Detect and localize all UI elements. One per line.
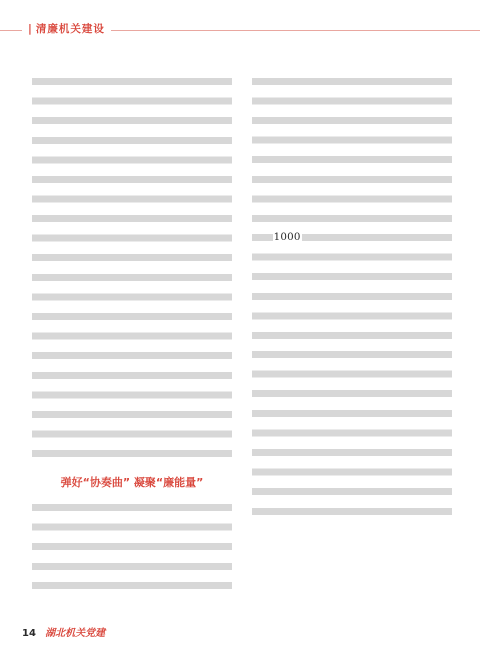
paragraph	[32, 498, 232, 576]
right-column	[252, 72, 452, 521]
paragraph	[252, 228, 452, 345]
left-column	[32, 72, 232, 596]
header-bar-mark: |	[28, 23, 33, 35]
page-footer	[22, 624, 105, 639]
section-header-text: 清廉机关建设	[35, 23, 105, 35]
paragraph	[252, 72, 452, 111]
journal-name: 湖北机关党建	[45, 628, 106, 639]
section-heading: 弹好“协奏曲” 凝聚“廉能量”	[60, 476, 204, 489]
paragraph	[252, 345, 452, 521]
page-number: 14	[22, 628, 36, 639]
paragraph	[32, 72, 232, 209]
paragraph	[252, 111, 452, 228]
figure-number: 1000	[273, 231, 301, 243]
section-header	[22, 21, 111, 36]
paragraph	[32, 209, 232, 464]
paragraph	[32, 576, 232, 596]
